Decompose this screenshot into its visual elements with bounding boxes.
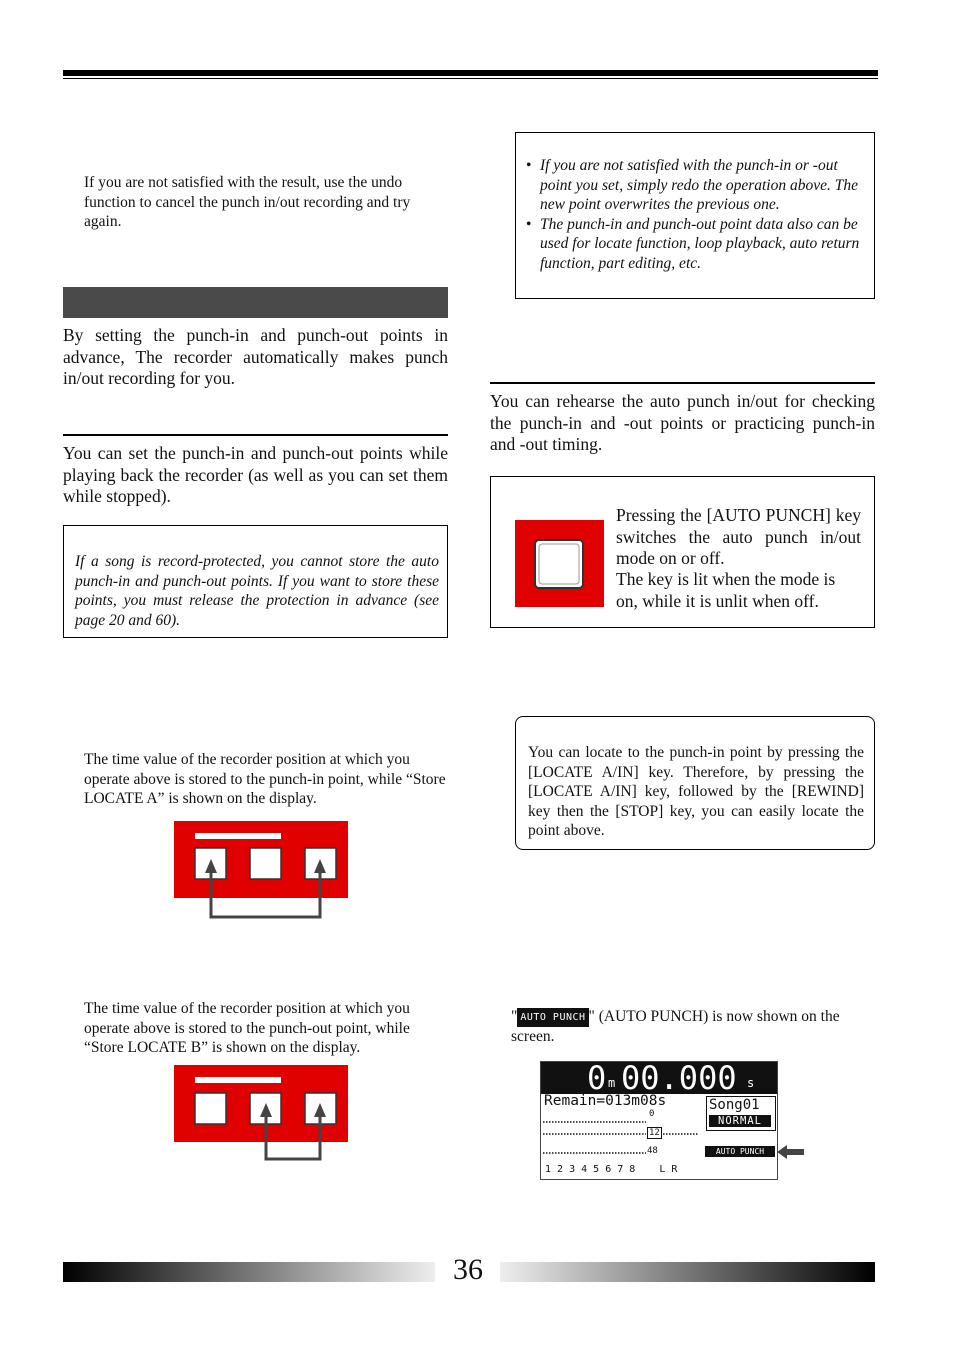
protect-note-box (63, 525, 448, 638)
lcd-meter-48: 48 (647, 1146, 658, 1156)
lcd-song: Song01 (709, 1097, 760, 1113)
punch-point-notes (526, 156, 866, 273)
rehearse-paragraph: You can rehearse the auto punch in/out for checking the punch-in and -out points or practicing punch-in and -out timing. (490, 391, 875, 454)
lcd-meter-0: 0 (649, 1109, 655, 1119)
subsection-rule-right (490, 382, 875, 384)
lcd-time-seconds: 00.000 (621, 1059, 737, 1097)
auto-punch-key-text: Pressing the [AUTO PUNCH] key switches the auto punch in/out mode on or off. (616, 505, 861, 568)
lcd-mode: NORMAL (709, 1115, 771, 1127)
lcd-auto-punch-indicator: AUTO PUNCH (705, 1146, 775, 1157)
auto-punch-screen-tag: AUTO PUNCH (517, 1008, 588, 1028)
lcd-time-bar (541, 1059, 777, 1097)
note-item: • The punch-in and punch-out point data also can be used for locate function, loop playback, auto return function, part editing, etc. (526, 215, 866, 274)
punch-in-text: The time value of the recorder position at which you operate above is stored to the punch-in point, while “Store LOCATE A” is shown on the display. (84, 751, 446, 807)
lcd-display (540, 1061, 778, 1180)
auto-punch-key-box (490, 476, 875, 628)
lcd-time-s: s (747, 1076, 755, 1090)
screen-caption (511, 1007, 875, 1047)
note-item: • If you are not satisfied with the punch-in or -out point you set, simply redo the operation above. The new point overwrites the previous one. (526, 156, 866, 215)
set-points-paragraph: You can set the punch-in and punch-out points while playing back the recorder (as well as you can set them while stopped). (63, 443, 448, 506)
intro-paragraph: By setting the punch-in and punch-out points in advance, The recorder automatically makes punch in/out recording for you. (63, 325, 448, 388)
undo-note: If you are not satisfied with the result, use the undo function to cancel the punch in/out recording and try again. (84, 174, 411, 230)
auto-punch-lit-text: The key is lit when the mode is on, while it is unlit when off. (616, 569, 836, 611)
lcd-song-box (706, 1096, 776, 1131)
lcd-time-minutes: 0 (587, 1059, 607, 1097)
locate-a-key-diagram (174, 821, 349, 919)
lcd-meter-12: 12 (649, 1128, 660, 1138)
section-heading-bar (63, 287, 448, 318)
header-rule-thick (63, 70, 878, 76)
screen-caption-quote: " (511, 1008, 518, 1025)
locate-note-text: You can locate to the punch-in point by pressing the [LOCATE A/IN] key. Therefore, by pressing the [LOCATE A/IN] key, followed by the [REWIND] key then the [STOP] key, you can easily locate the point above. (528, 744, 864, 839)
punch-out-text: The time value of the recorder position at which you operate above is stored to the punch-out point, while “Store LOCATE B” is shown on the display. (84, 1000, 410, 1056)
lcd-track-numbers: 1 2 3 4 5 6 7 8 L R (545, 1164, 678, 1175)
subsection-rule-left (63, 434, 448, 436)
punch-point-notes-box (515, 132, 875, 299)
locate-note-box (515, 716, 875, 850)
screen-caption-rest: " (AUTO PUNCH) is now shown on the screen. (511, 1008, 840, 1046)
locate-b-key-diagram (174, 1065, 349, 1163)
auto-punch-key-icon (515, 520, 604, 607)
left-arrow-icon (777, 1144, 805, 1160)
page-number: 36 (453, 1253, 483, 1286)
lcd-time-m: m (608, 1076, 616, 1090)
lcd-remain: Remain=013m08s (544, 1093, 667, 1109)
lcd-meter-scale (541, 1110, 706, 1160)
protect-note-text: If a song is record-protected, you cannot store the auto punch-in and punch-out points. If you want to store these points, you must release the protection in advance (see page 20 and 60). (75, 553, 439, 629)
header-rule-thin (63, 78, 878, 79)
